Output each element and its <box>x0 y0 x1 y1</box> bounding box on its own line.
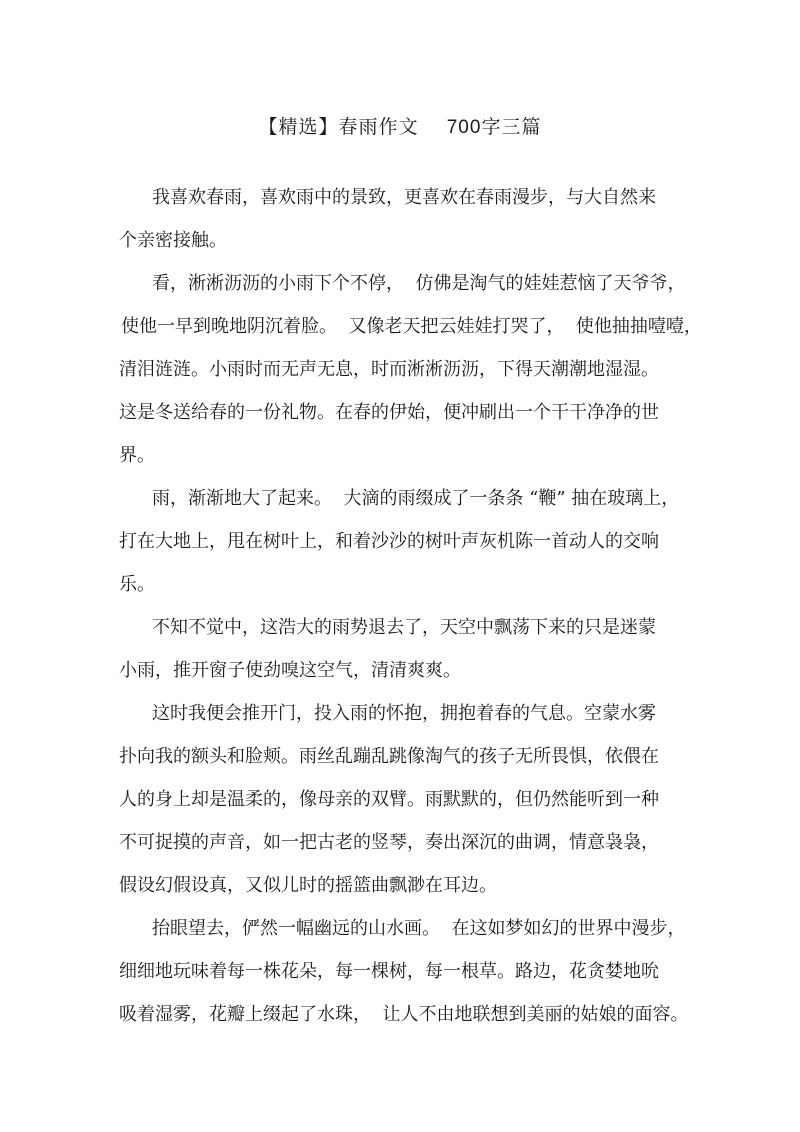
paragraph-6-line-1: 抬眼望去，俨然一幅幽远的山水画。 在这如梦如幻的世界中漫步， <box>152 918 686 939</box>
paragraph-1-line-1: 我喜欢春雨，喜欢雨中的景致，更喜欢在春雨漫步，与大自然来 <box>152 187 656 208</box>
title-prefix: 【精选】春雨作文 <box>258 116 419 138</box>
paragraph-2-line-4: 这是冬送给春的一份礼物。在春的伊始，便冲刷出一个干干净净的世 <box>119 402 659 423</box>
paragraph-5-line-1: 这时我便会推开门，投入雨的怀抱，拥抱着春的气息。空蒙水雾 <box>152 703 656 724</box>
paragraph-3-line-1: 雨，渐渐地大了起来。 大滴的雨缀成了一条条 “鞭” 抽在玻璃上， <box>152 488 680 509</box>
paragraph-3-line-2: 打在大地上，甩在树叶上，和着沙沙的树叶声灰机陈一首动人的交响 <box>119 531 659 552</box>
title-suffix: 字三篇 <box>481 116 542 138</box>
paragraph-2-line-3: 清泪涟涟。小雨时而无声无息，时而淅淅沥沥，下得天潮潮地湿湿。 <box>119 359 659 380</box>
paragraph-5-line-5: 假设幻假设真，又似儿时的摇篮曲飘渺在耳边。 <box>119 875 497 896</box>
paragraph-5-line-2: 扑向我的额头和脸颊。雨丝乱蹦乱跳像淘气的孩子无所畏惧，依偎在 <box>119 746 659 767</box>
paragraph-6-line-3: 吸着湿雾，花瓣上缀起了水珠， 让人不由地联想到美丽的姑娘的面容。 <box>119 1004 689 1025</box>
title-number: 700 <box>446 117 482 138</box>
paragraph-6-line-2: 细细地玩味着每一株花朵，每一棵树，每一根草。路边，花贪婪地吮 <box>119 961 659 982</box>
paragraph-1-line-2: 个亲密接触。 <box>119 230 227 251</box>
paragraph-5-line-3: 人的身上却是温柔的，像母亲的双臂。雨默默的，但仍然能听到一种 <box>119 789 659 810</box>
paragraph-3-line-3: 乐。 <box>119 574 155 595</box>
paragraph-2-line-5: 界。 <box>119 445 155 466</box>
paragraph-4-line-2: 小雨，推开窗子使劲嗅这空气，清清爽爽。 <box>119 660 461 681</box>
paragraph-5-line-4: 不可捉摸的声音，如一把古老的竖琴，奏出深沉的曲调，情意袅袅， <box>119 832 659 853</box>
document-title <box>0 112 800 139</box>
paragraph-2-line-2: 使他一早到晚地阴沉着脸。 又像老天把云娃娃打哭了， 使他抽抽噎噎， <box>121 316 702 337</box>
paragraph-2-line-1: 看，淅淅沥沥的小雨下个不停， 仿佛是淘气的娃娃惹恼了天爷爷， <box>152 273 686 294</box>
paragraph-4-line-1: 不知不觉中，这浩大的雨势退去了，天空中飘荡下来的只是迷蒙 <box>152 617 656 638</box>
